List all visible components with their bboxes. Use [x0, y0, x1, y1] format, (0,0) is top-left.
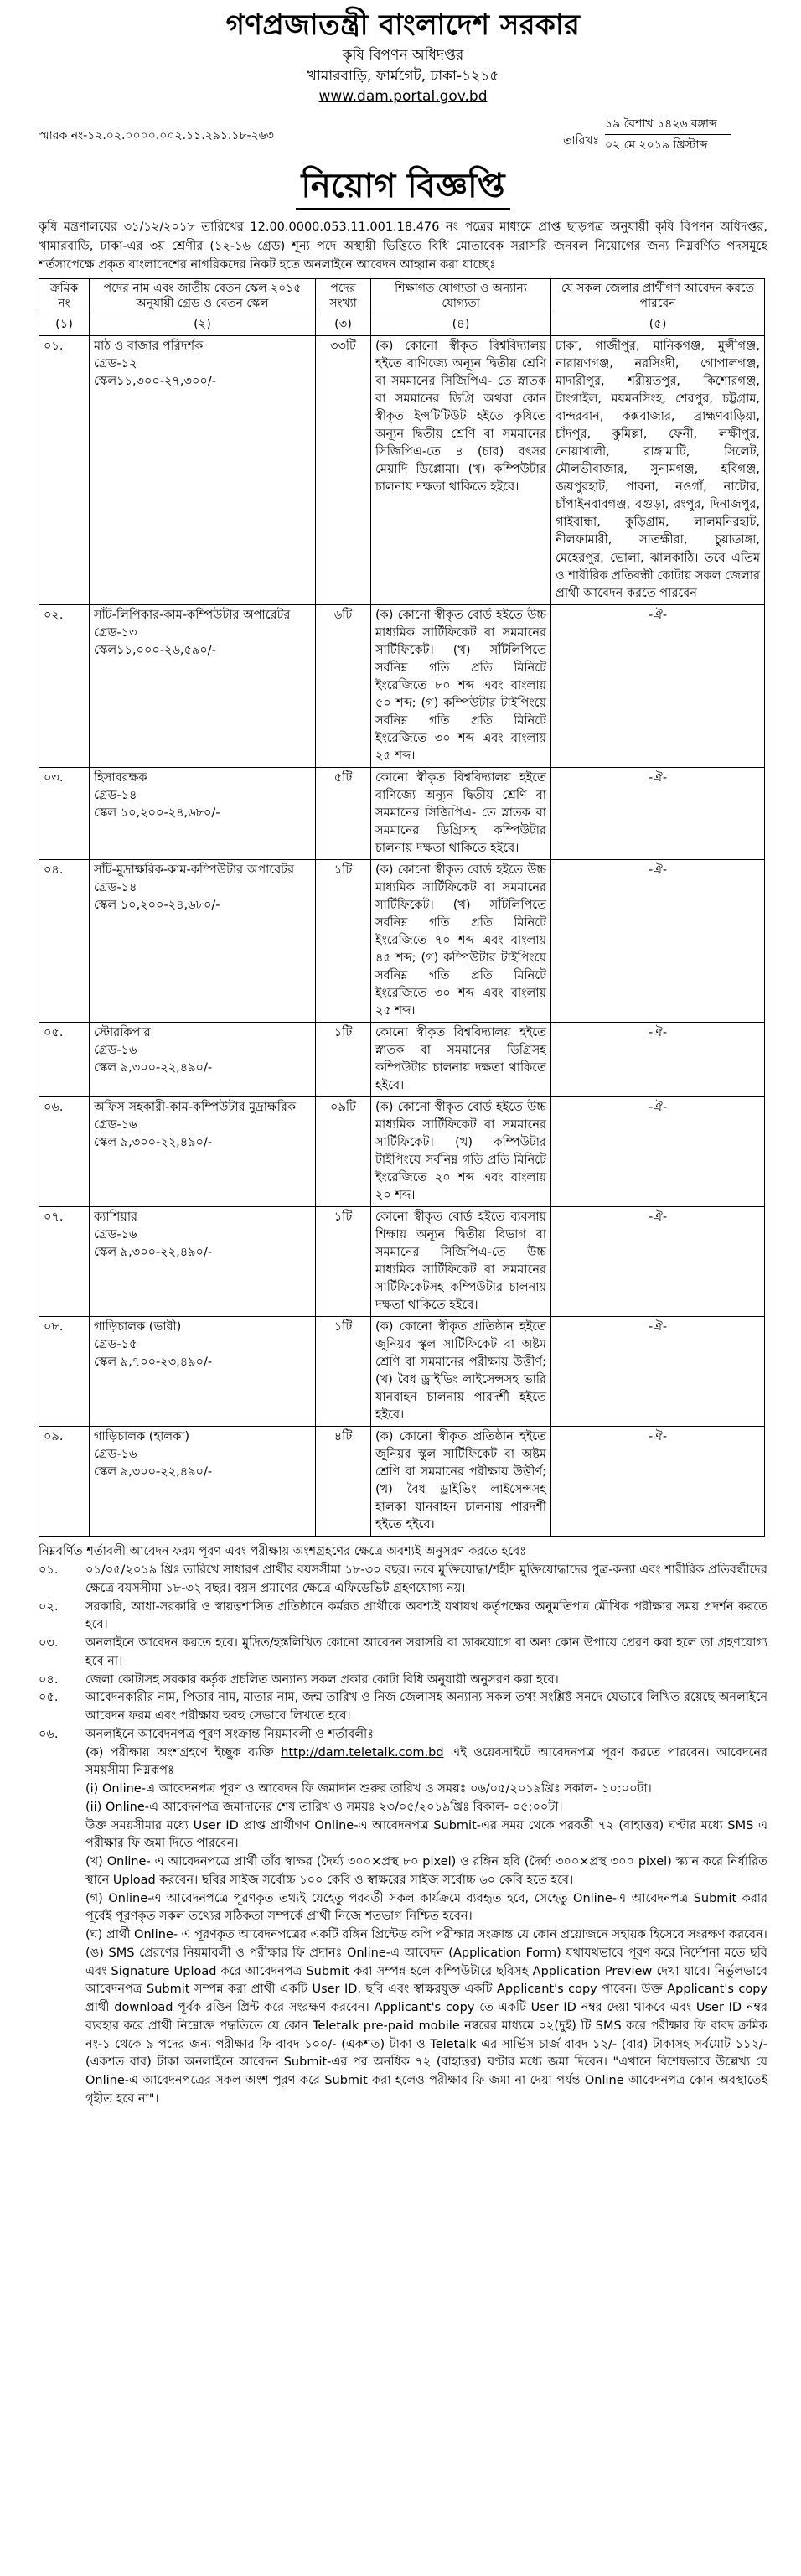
- districts-text: -ঐ-: [648, 1025, 668, 1039]
- post-name: মাঠ ও বাজার পরিদর্শক: [94, 339, 204, 354]
- table-row: [39, 767, 765, 859]
- rule-text: উক্ত সময়সীমার মধ্যে User ID প্রাপ্ত প্রার্থীগণ Online-এ আবেদনপত্র Submit-এর সময় থেকে পরবর্তী ৭২ (বাহাত্তর) ঘণ্টার মধ্যে SMS এ পরীক্ষার ফি জমা দিতে পারবেন।: [85, 1818, 767, 1851]
- districts-text: -ঐ-: [648, 1430, 668, 1444]
- post-scale: স্কেল১১,৩০০-২৭,৩০০/-: [94, 375, 216, 389]
- districts-text: ঢাকা, গাজীপুর, মানিকগঞ্জ, মুন্সীগঞ্জ, নারায়ণগঞ্জ, নরসিংদী, গোপালগঞ্জ, মাদারীপুর, শরীয়তপুর, কিশোরগঞ্জ, টাংগাইল, ময়মনসিংহ, শেরপুর, চট্টগ্রাম, বান্দরবান, কক্সবাজার, ব্রাহ্মণবাড়িয়া, চাঁদপুর, কুমিল্লা, ফেনী, লক্ষীপুর, নোয়াখালী, রাঙ্গামাটি, সিলেট, মৌলভীবাজার, সুনামগঞ্জ, হবিগঞ্জ, জয়পুরহাট, পাবনা, নওগাঁ, নাটোর, চাঁপাইনবাবগঞ্জ, বগুড়া, রংপুর, দিনাজপুর, গাইবান্ধা, কুড়িগ্রাম, লালমনিরহাট, নীলফামারী, সাতক্ষীরা, চুয়াডাঙ্গা, মেহেরপুর, ভোলা, ঝালকাঠি। তবে এতিম ও শারীরিক প্রতিবন্ধী কোটায় সকল জেলার প্রার্থী আবেদন করতে পারবেন: [556, 339, 760, 600]
- row-post-count: ৬টি: [316, 604, 371, 767]
- post-scale: স্কেল ৯,৩০০-২২,৪৯০/-: [94, 1465, 213, 1480]
- rule-text: (গ) Online-এ আবেদনপত্রে পূরণকৃত তথ্যই যেহেতু পরবর্তী সকল কার্যক্রমে ব্যবহৃত হবে, সেহেতু Online-এ আবেদনপত্র Submit করার পূর্বেই পূরণকৃত সকল তথ্যের সঠিকতা সম্পর্কে প্রার্থী নিজে শতভাগ নিশ্চিত হবেন।: [85, 1891, 767, 1924]
- term-text: ০১/০৫/২০১৯ খ্রিঃ তারিখে সাধারণ প্রার্থীর বয়সসীমা ১৮-৩০ বছর। তবে মুক্তিযোদ্ধা/শহীদ মুক্তিযোদ্ধাদের পুত্র-কন্যা এবং শারীরিক প্রতিবন্ধীদের ক্ষেত্রে বয়সসীমা ১৮-৩২ বছর। বয়স প্রমাণের ক্ষেত্রে এফিডেভিট গ্রহণযোগ্য নয়।: [85, 1563, 767, 1595]
- row-serial: ০৯.: [39, 1427, 90, 1537]
- post-grade: গ্রেড-১৬: [94, 1043, 137, 1057]
- districts-text: -ঐ-: [648, 1320, 668, 1335]
- post-grade: গ্রেড-১২: [94, 357, 137, 371]
- table-row: [39, 336, 765, 604]
- col-number: (৫): [551, 314, 765, 336]
- rule-text: এই ওয়েবসাইটে আবেদনপত্র পূরণ করতে পারবেন। আবেদনের সময়সীমা নিম্নরূপঃ: [85, 1745, 767, 1778]
- terms-list: [39, 1562, 767, 1744]
- row-districts: [551, 1427, 765, 1537]
- col-header-serial: ক্রমিক নং: [39, 278, 90, 314]
- row-post-count: ১টি: [316, 1022, 371, 1096]
- online-rules-list: [39, 1744, 767, 2109]
- row-qualification: (ক) কোনো স্বীকৃত প্রতিষ্ঠান হইতে জুনিয়র স্কুল সার্টিফিকেট বা অষ্টম শ্রেণি বা সমমানের পরীক্ষায় উত্তীর্ণ; (খ) বৈধ ড্রাইভিং লাইসেন্সসহ ভারি যানবাহন চালনায় পারদর্শী হইতে হইবে।: [371, 1317, 551, 1427]
- table-header-row: [39, 278, 765, 314]
- row-post: [90, 1317, 316, 1427]
- row-districts: [551, 767, 765, 859]
- table-row: [39, 1427, 765, 1537]
- row-districts: [551, 604, 765, 767]
- row-post: [90, 859, 316, 1022]
- terms-section: [39, 1543, 767, 2108]
- post-grade: গ্রেড-১৫: [94, 1338, 137, 1352]
- posts-table: [39, 278, 765, 1537]
- post-grade: গ্রেড-১৬: [94, 1448, 137, 1462]
- districts-text: -ঐ-: [648, 1100, 668, 1114]
- date-block: [563, 116, 731, 154]
- online-rule-item: [39, 1926, 767, 1945]
- term-item: [39, 1726, 767, 1744]
- application-website-link[interactable]: http://dam.teletalk.com.bd: [281, 1745, 444, 1760]
- online-rule-item: [39, 1780, 767, 1799]
- col-number: (৩): [316, 314, 371, 336]
- column-number-row: [39, 314, 765, 336]
- post-grade: গ্রেড-১৪: [94, 788, 137, 802]
- online-rule-item: [39, 1853, 767, 1890]
- row-serial: ০১.: [39, 336, 90, 604]
- rule-text: (ঘ) প্রার্থী Online- এ পূরণকৃত আবেদনপত্রের একটি রঙ্গিন প্রিন্টেড কপি পরীক্ষার সংক্রান্ত যে কোন প্রয়োজনে সহায়ক হিসেবে সংরক্ষণ করবেন।: [85, 1928, 767, 1942]
- notice-title: নিয়োগ বিজ্ঞপ্তি: [39, 166, 767, 210]
- table-row: [39, 604, 765, 767]
- districts-text: -ঐ-: [648, 1210, 668, 1225]
- date-bangla: ১৯ বৈশাখ ১৪২৬ বঙ্গাব্দ: [605, 117, 717, 132]
- table-row: [39, 859, 765, 1022]
- date-label: তারিখঃ: [563, 134, 599, 148]
- row-districts: [551, 336, 765, 604]
- row-qualification: (ক) কোনো স্বীকৃত বোর্ড হইতে উচ্চ মাধ্যমিক সার্টিফিকেট বা সমমানের সার্টিফিকেট। (খ) সাঁটলিপিতে সর্বনিম্ন গতি প্রতি মিনিটে ইংরেজিতে ৭০ শব্দ এবং বাংলায় ৪৫ শব্দ; (গ) কম্পিউটার টাইপিংয়ে সর্বনিম্ন গতি প্রতি মিনিটে ইংরেজিতে ৩০ শব্দ এবং বাংলায় ২৫ শব্দ।: [371, 859, 551, 1022]
- districts-text: -ঐ-: [648, 863, 668, 877]
- letterhead: [39, 0, 767, 107]
- row-qualification: কোনো স্বীকৃত বোর্ড হইতে ব্যবসায় শিক্ষায় অন্যূন দ্বিতীয় বিভাগ বা সমমানের সিজিপিএ-তে উচ্চ মাধ্যমিক সার্টিফিকেট বা সমমানের সার্টিফিকেটসহ কম্পিউটার চালনায় দক্ষতা থাকিতে হইবে।: [371, 1207, 551, 1317]
- rule-text: (ক) পরীক্ষায় অংশগ্রহণে ইচ্ছুক ব্যক্তি: [85, 1745, 282, 1760]
- row-districts: [551, 859, 765, 1022]
- rule-text: (ii) Online-এ আবেদনপত্র জমাদানের শেষ তারিখ ও সময়ঃ ২৩/০৫/২০১৯খ্রিঃ বিকাল- ০৫:০০টা।: [85, 1800, 563, 1814]
- col-header-count: পদের সংখ্যা: [316, 278, 371, 314]
- col-header-post: পদের নাম এবং জাতীয় বেতন স্কেল ২০১৫ অনুযায়ী গ্রেড ও বেতন স্কেল: [90, 278, 316, 314]
- col-number: (১): [39, 314, 90, 336]
- row-districts: [551, 1207, 765, 1317]
- term-number: ০১.: [39, 1563, 59, 1578]
- website-link[interactable]: www.dam.portal.gov.bd: [318, 88, 488, 106]
- row-serial: ০৭.: [39, 1207, 90, 1317]
- date-divider: [605, 134, 731, 135]
- districts-text: -ঐ-: [648, 608, 668, 622]
- table-row: [39, 1207, 765, 1317]
- row-qualification: কোনো স্বীকৃত বিশ্ববিদ্যালয় হইতে স্নাতক বা সমমানের ডিগ্রিসহ কম্পিউটার চালনায় দক্ষতা থাকিতে হইবে।: [371, 1022, 551, 1096]
- row-districts: [551, 1317, 765, 1427]
- table-row: [39, 1096, 765, 1206]
- post-name: স্টোরকিপার: [94, 1025, 151, 1039]
- term-item: [39, 1599, 767, 1635]
- post-name: গাড়িচালক (ভারী): [94, 1320, 182, 1335]
- online-rule-item: [39, 1799, 767, 1817]
- office-address: খামারবাড়ি, ফার্মগেট, ঢাকা-১২১৫: [307, 67, 499, 85]
- date-english: ০২ মে ২০১৯ খ্রিস্টাব্দ: [605, 138, 708, 153]
- districts-text: -ঐ-: [648, 770, 668, 785]
- table-row: [39, 1317, 765, 1427]
- row-post-count: ৪টি: [316, 1427, 371, 1537]
- memo-number: স্মারক নং-১২.০২.০০০০.০০২.১১.২৯১.১৮-২৬৩: [39, 129, 274, 143]
- term-item: [39, 1689, 767, 1726]
- term-number: ০২.: [39, 1599, 59, 1614]
- department-name: কৃষি বিপণন অধিদপ্তর: [342, 47, 464, 65]
- term-text: আবেদনকারীর নাম, পিতার নাম, মাতার নাম, জন্ম তারিখ ও নিজ জেলাসহ অন্যান্য সকল তথ্য সংশ্লিষ্ট সনদে যেভাবে লিখিত রয়েছে অনলাইনে আবেদন ফরম এবং পরীক্ষায় হুবহু সেভাবে লিখতে হবে।: [85, 1691, 767, 1723]
- post-name: ক্যাশিয়ার: [94, 1210, 138, 1225]
- online-rule-item: [39, 1890, 767, 1927]
- row-qualification: (ক) কোনো স্বীকৃত বোর্ড হইতে উচ্চ মাধ্যমিক সার্টিফিকেট বা সমমানের সার্টিফিকেট। (খ) সাঁটলিপিতে সর্বনিম্ন গতি প্রতি মিনিটে ইংরেজিতে ৮০ শব্দ এবং বাংলায় ৫০ শব্দ; (গ) কম্পিউটার টাইপিংয়ে সর্বনিম্ন গতি প্রতি মিনিটে ইংরেজিতে ৩০ শব্দ এবং বাংলায় ২৫ শব্দ।: [371, 604, 551, 767]
- post-name: গাড়িচালক (হালকা): [94, 1430, 190, 1444]
- term-item: [39, 1672, 767, 1690]
- term-number: ০৫.: [39, 1691, 59, 1705]
- term-number: ০৬.: [39, 1727, 59, 1741]
- post-scale: স্কেল ১০,২০০-২৪,৬৮০/-: [94, 898, 220, 912]
- row-serial: ০৬.: [39, 1096, 90, 1206]
- post-grade: গ্রেড-১৬: [94, 1117, 137, 1132]
- col-number: (৪): [371, 314, 551, 336]
- row-districts: [551, 1096, 765, 1206]
- row-post: [90, 767, 316, 859]
- post-grade: গ্রেড-১৩: [94, 625, 137, 640]
- term-number: ০৪.: [39, 1672, 59, 1687]
- term-number: ০৩.: [39, 1636, 59, 1651]
- row-qualification: (ক) কোনো স্বীকৃত প্রতিষ্ঠান হইতে জুনিয়র স্কুল সার্টিফিকেট বা অষ্টম শ্রেণি বা সমমানের পরীক্ষায় উত্তীর্ণ; (খ) বৈধ ড্রাইভিং লাইসেন্সসহ হালকা যানবাহন চালনায় পারদর্শী হইতে হইবে।: [371, 1427, 551, 1537]
- row-serial: ০৩.: [39, 767, 90, 859]
- online-rule-item: [39, 1817, 767, 1854]
- post-name: অফিস সহকারী-কাম-কম্পিউটার মুদ্রাক্ষরিক: [94, 1100, 297, 1114]
- term-item: [39, 1635, 767, 1672]
- row-serial: ০৮.: [39, 1317, 90, 1427]
- row-qualification: কোনো স্বীকৃত বিশ্ববিদ্যালয় হইতে বাণিজ্যে অন্যূন দ্বিতীয় শ্রেণি বা সমমানের সিজিপিএ- তে স্নাতক বা সমমানের ডিগ্রিসহ কম্পিউটার চালনায় দক্ষতা থাকিতে হইবে।: [371, 767, 551, 859]
- row-serial: ০৪.: [39, 859, 90, 1022]
- row-post-count: ১টি: [316, 859, 371, 1022]
- col-header-qualification: শিক্ষাগত যোগ্যতা ও অন্যান্য যোগ্যতা: [371, 278, 551, 314]
- row-serial: ০৫.: [39, 1022, 90, 1096]
- col-number: (২): [90, 314, 316, 336]
- row-post-count: ৫টি: [316, 767, 371, 859]
- government-title: গণপ্রজাতন্ত্রী বাংলাদেশ সরকার: [225, 8, 581, 42]
- post-scale: স্কেল ৯,৩০০-২২,৪৯০/-: [94, 1136, 213, 1149]
- term-text: অনলাইনে আবেদনপত্র পূরণ সংক্রান্ত নিয়মাবলী ও শর্তাবলীঃ: [85, 1727, 374, 1741]
- terms-intro: নিম্নবর্ণিত শর্তাবলী আবেদন ফরম পূরণ এবং পরীক্ষায় অংশগ্রহণের ক্ষেত্রে অবশ্যই অনুসরণ করতে হবেঃ: [39, 1545, 526, 1559]
- row-post: [90, 1427, 316, 1537]
- post-name: হিসাবরক্ষক: [94, 770, 147, 785]
- post-name: সাঁট-লিপিকার-কাম-কম্পিউটার অপারেটর: [94, 608, 291, 622]
- term-item: [39, 1562, 767, 1599]
- online-rule-item: [39, 1744, 767, 1781]
- post-scale: স্কেল ৯,৭০০-২৩,৪৯০/-: [94, 1355, 213, 1370]
- post-scale: স্কেল ১০,২০০-২৪,৬৮০/-: [94, 806, 220, 820]
- row-post-count: ৩৩টি: [316, 336, 371, 604]
- rule-text: (খ) Online- এ আবেদনপত্রে প্রার্থী তাঁর স্বাক্ষর (দৈর্ঘ্য ৩০০×প্রস্থ ৮০ pixel) ও রঙ্গিন ছবি (দৈর্ঘ্য ৩০০×প্রস্থ ৩০০ pixel) স্ক্যান করে নির্ধারিত স্থানে Upload করবেন। ছবির সাইজ সর্বোচ্চ ১০০ কেবি ও স্বাক্ষরের সাইজ সর্বোচ্চ ৬০ কেবি হতে হবে।: [85, 1855, 767, 1887]
- row-post-count: ১টি: [316, 1207, 371, 1317]
- rule-text: (ঙ) SMS প্রেরণের নিয়মাবলী ও পরীক্ষার ফি প্রদানঃ Online-এ আবেদন (Application Form) যথাযথভাবে পূরণ করে নির্দেশনা মতে ছবি এবং Signature Upload করে আবেদনপত্র Submit করা সম্পন্ন হলে কম্পিউটারে ছবিসহ Application Preview দেখা যাবে। নির্ভুলভাবে আবেদনপত্র Submit সম্পন্ন করা প্রার্থী একটি User ID, ছবি এবং স্বাক্ষরযুক্ত একটি Applicant's copy পাবেন। উক্ত Applicant's copy প্রার্থী download পূর্বক রঙিন প্রিন্ট করে সংরক্ষণ করবেন। Applicant's copy তে একটি User ID নম্বর দেয়া থাকবে এবং User ID নম্বর ব্যবহার করে প্রার্থী নিম্নোক্ত পদ্ধতিতে যে কোন Teletalk pre-paid mobile নম্বরের মাধ্যমে ০২(দুই) টি SMS করে পরীক্ষার ফি বাবদ ক্রমিক নং-১ থেকে ৯ পদের জন্য পরীক্ষার ফি বাবদ ১০০/- (একশত) টাকা ও Teletalk এর সার্ভিস চার্জ বাবদ ১২/- (বার) টাকাসহ সর্বমোট ১১২/- (একশত বার) টাকা অনলাইনে আবেদন Submit-এর পর অনধিক ৭২ (বাহাত্তর) ঘণ্টার মধ্যে জমা দিবেন। "এখানে বিশেষভাবে উল্লেখ্য যে Online-এ আবেদনপত্রের সকল অংশ পূরণ করে Submit করা হলেও পরীক্ষার ফি জমা না দেয়া পর্যন্ত Online আবেদনপত্র কোন অবস্থাতেই গৃহীত হবে না"।: [85, 1946, 767, 2106]
- online-rule-item: [39, 1945, 767, 2109]
- post-scale: স্কেল ৯,৩০০-২২,৪৯০/-: [94, 1060, 213, 1075]
- row-post: [90, 336, 316, 604]
- row-serial: ০২.: [39, 604, 90, 767]
- memo-row: [39, 112, 767, 166]
- row-districts: [551, 1022, 765, 1096]
- row-post: [90, 604, 316, 767]
- term-text: জেলা কোটাসহ সরকার কর্তৃক প্রচলিত অন্যান্য সকল প্রকার কোটা বিধি অনুযায়ী অনুসরণ করা হবে।: [85, 1672, 559, 1687]
- post-grade: গ্রেড-১৪: [94, 880, 137, 894]
- intro-paragraph: কৃষি মন্ত্রণালয়ের ৩১/১২/২০১৮ তারিখের 12.00.0000.053.11.001.18.476 নং পত্রের মাধ্যমে প্রাপ্ত ছাড়পত্র অনুযায়ী কৃষি বিপণন অধিদপ্তর, খামারবাড়ি, ঢাকা-এর ৩য় শ্রেণীর (১২-১৬ গ্রেড) শূন্য পদে অস্থায়ী ভিত্তিতে বিধি মোতাবেক সরাসরি জনবল নিয়োগের জন্য নিম্নবর্ণিত পদসমূহে শর্তসাপেক্ষে প্রকৃত বাংলাদেশের নাগরিকদের নিকট হতে অনলাইনে আবেদন আহ্বান করা যাচ্ছেঃ: [39, 220, 767, 272]
- table-row: [39, 1022, 765, 1096]
- post-scale: স্কেল ৯,৩০০-২২,৪৯০/-: [94, 1246, 213, 1260]
- post-grade: গ্রেড-১৬: [94, 1228, 137, 1242]
- col-header-districts: যে সকল জেলার প্রার্থীগণ আবেদন করতে পারবেন: [551, 278, 765, 314]
- post-name: সাঁট-মুদ্রাক্ষরিক-কাম-কম্পিউটার অপারেটর: [94, 863, 295, 877]
- row-post: [90, 1207, 316, 1317]
- posts-table-body: [39, 336, 765, 1537]
- term-text: অনলাইনে আবেদন করতে হবে। মুদ্রিত/হস্তলিখিত কোনো আবেদন সরাসরি বা ডাকযোগে বা অন্য কোন উপায়ে প্রেরণ করা হলে তা গ্রহণযোগ্য হবে না।: [85, 1636, 767, 1668]
- term-text: সরকারি, আধা-সরকারি ও স্বায়ত্তশাসিত প্রতিষ্ঠানে কর্মরত প্রার্থীকে অবশ্যই যথাযথ কর্তৃপক্ষের অনুমতিপত্র মৌখিক পরীক্ষার সময় প্রদর্শন করতে হবে।: [85, 1599, 767, 1632]
- row-post-count: ০৯টি: [316, 1096, 371, 1206]
- post-scale: স্কেল১১,০০০-২৬,৫৯০/-: [94, 643, 216, 657]
- row-post-count: ১টি: [316, 1317, 371, 1427]
- row-qualification: (ক) কোনো স্বীকৃত বিশ্ববিদ্যালয় হইতে বাণিজ্যে অন্যূন দ্বিতীয় শ্রেণি বা সমমানের সিজিপিএ- তে স্নাতক বা সমমানের ডিগ্রি অথবা কোন স্বীকৃত ইন্সটিটিউট হইতে কৃষিতে অন্যূন দ্বিতীয় শ্রেণি বা সমমানের সিজিপিএ-তে ৪ (চার) বৎসর মেয়াদি ডিপ্লোমা। (খ) কম্পিউটার চালনায় দক্ষতা থাকিতে হইবে।: [371, 336, 551, 604]
- row-post: [90, 1096, 316, 1206]
- row-post: [90, 1022, 316, 1096]
- row-qualification: (ক) কোনো স্বীকৃত বোর্ড হইতে উচ্চ মাধ্যমিক সার্টিফিকেট বা সমমানের সার্টিফিকেট। (খ) কম্পিউটার টাইপিংয়ে সর্বনিম্ন গতি প্রতি মিনিটে ইংরেজিতে ২০ শব্দ এবং বাংলায় ২০ শব্দ।: [371, 1096, 551, 1206]
- rule-text: (i) Online-এ আবেদনপত্র পূরণ ও আবেদন ফি জমাদান শুরুর তারিখ ও সময়ঃ ০৬/০৫/২০১৯খ্রিঃ সকাল- ১০:০০টা।: [85, 1782, 652, 1796]
